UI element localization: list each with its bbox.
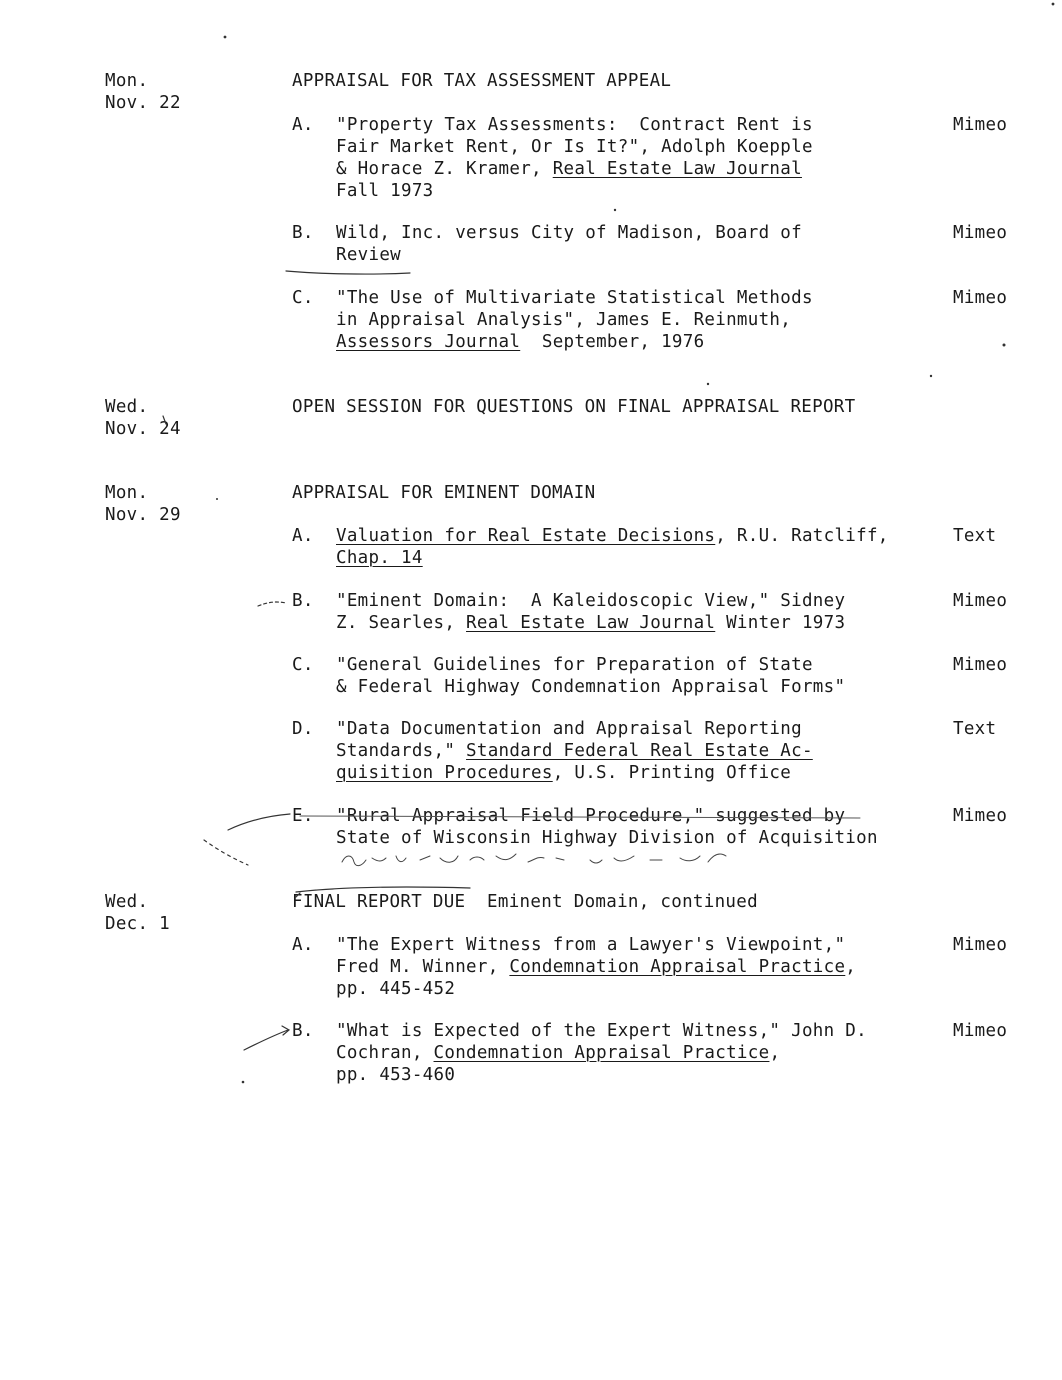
citation-text: Fred M. Winner,: [336, 957, 510, 977]
item-letter: C.: [292, 288, 314, 308]
citation-line: "Data Documentation and Appraisal Reporting: [336, 719, 802, 739]
citation-line: pp. 453-460: [336, 1065, 456, 1085]
item-letter: A.: [292, 935, 314, 955]
citation-line: "Eminent Domain: A Kaleidoscopic View," Sidney: [336, 591, 846, 611]
item-letter: A.: [292, 526, 314, 546]
citation-text: Z. Searles,: [336, 613, 467, 633]
speck-dot: [224, 36, 227, 39]
citation-line: [336, 1042, 780, 1064]
item-letter: E.: [292, 806, 314, 826]
citation-title: Valuation for Real Estate Decisions: [336, 526, 716, 546]
session-date: Dec. 1: [105, 914, 171, 934]
source-type: Text: [953, 719, 997, 739]
citation-text: Cochran,: [336, 1043, 434, 1063]
dashed-mark-e: [204, 840, 248, 865]
citation-title: Condemnation Appraisal Practice: [509, 957, 846, 977]
citation-text: & Horace Z. Kramer,: [336, 159, 553, 179]
item-letter: A.: [292, 115, 314, 135]
item-letter: D.: [292, 719, 314, 739]
session-heading: APPRAISAL FOR TAX ASSESSMENT APPEAL: [292, 71, 672, 91]
citation-title: Condemnation Appraisal Practice: [433, 1043, 770, 1063]
handwritten-scribble: [342, 854, 726, 866]
arrow-line-b: [244, 1030, 288, 1050]
citation-text: ,: [769, 1043, 781, 1063]
citation-line: Wild, Inc. versus City of Madison, Board of: [336, 223, 802, 243]
citation-text: , R.U. Ratcliff,: [715, 526, 889, 546]
final-report-due-label: FINAL REPORT DUE: [292, 892, 466, 912]
citation-line: [336, 762, 791, 784]
citation-line: "The Use of Multivariate Statistical Methods: [336, 288, 813, 308]
citation-title: Standard Federal Real Estate Ac-: [466, 741, 813, 761]
session-day: Wed.: [105, 397, 149, 417]
citation-line: [336, 740, 813, 762]
citation-title: Real Estate Law Journal: [466, 613, 716, 633]
source-type: Mimeo: [953, 115, 1008, 135]
item-letter: C.: [292, 655, 314, 675]
citation-text: September, 1976: [520, 332, 705, 352]
citation-line: Fair Market Rent, Or Is It?", Adolph Koepple: [336, 137, 813, 157]
citation-line: State of Wisconsin Highway Division of Acquisition: [336, 828, 878, 848]
citation-text: Standards,": [336, 741, 467, 761]
citation-line: [336, 547, 423, 569]
speck-dot: [614, 209, 616, 211]
citation-line: "Rural Appraisal Field Procedure," suggested by: [336, 806, 846, 826]
citation-title: Assessors Journal: [336, 332, 521, 352]
citation-line: Fall 1973: [336, 181, 434, 201]
session-heading: OPEN SESSION FOR QUESTIONS ON FINAL APPRAISAL REPORT: [292, 397, 856, 417]
citation-line: "General Guidelines for Preparation of State: [336, 655, 813, 675]
arrow-line-e: [228, 814, 290, 830]
citation-line: & Federal Highway Condemnation Appraisal Forms": [336, 677, 846, 697]
item-letter: B.: [292, 591, 314, 611]
session-date: Nov. 22: [105, 93, 181, 113]
session-day: Wed.: [105, 892, 149, 912]
source-type: Text: [953, 526, 997, 546]
citation-line: [336, 612, 845, 634]
source-type: Mimeo: [953, 806, 1008, 826]
session-heading: [292, 891, 758, 913]
source-type: Mimeo: [953, 223, 1008, 243]
citation-text: ,: [845, 957, 857, 977]
source-type: Mimeo: [953, 288, 1008, 308]
source-type: Mimeo: [953, 1021, 1008, 1041]
citation-title: Chap. 14: [336, 548, 423, 568]
session-heading-text: Eminent Domain, continued: [465, 892, 758, 912]
citation-line: "The Expert Witness from a Lawyer's Viewpoint,": [336, 935, 846, 955]
citation-line: [336, 525, 889, 547]
speck-dot: [930, 375, 932, 377]
citation-line: Review: [336, 245, 402, 265]
speck-dot: [242, 1081, 245, 1084]
speck-dot: [1052, 3, 1055, 6]
item-letter: B.: [292, 223, 314, 243]
citation-line: pp. 445-452: [336, 979, 456, 999]
speck-dot: [707, 383, 709, 385]
citation-title: Real Estate Law Journal: [552, 159, 802, 179]
citation-line: [336, 956, 856, 978]
citation-line: "Property Tax Assessments: Contract Rent is: [336, 115, 813, 135]
review-underline-stroke: [286, 271, 410, 274]
session-day: Mon.: [105, 483, 149, 503]
citation-text: Winter 1973: [715, 613, 846, 633]
speck-dot: [1003, 344, 1006, 347]
speck-dot: [216, 498, 218, 500]
session-day: Mon.: [105, 71, 149, 91]
item-letter: B.: [292, 1021, 314, 1041]
dashed-arrow-mark: [258, 602, 286, 606]
session-date: Nov. 24: [105, 419, 181, 439]
citation-text: , U.S. Printing Office: [552, 763, 792, 783]
citation-line: "What is Expected of the Expert Witness," John D.: [336, 1021, 867, 1041]
source-type: Mimeo: [953, 591, 1008, 611]
session-date: Nov. 29: [105, 505, 181, 525]
arrowhead-b: [282, 1026, 289, 1035]
session-heading: APPRAISAL FOR EMINENT DOMAIN: [292, 483, 596, 503]
citation-title: quisition Procedures: [336, 763, 553, 783]
citation-line: [336, 158, 802, 180]
source-type: Mimeo: [953, 655, 1008, 675]
source-type: Mimeo: [953, 935, 1008, 955]
citation-line: [336, 331, 704, 353]
citation-line: in Appraisal Analysis", James E. Reinmuth,: [336, 310, 792, 330]
